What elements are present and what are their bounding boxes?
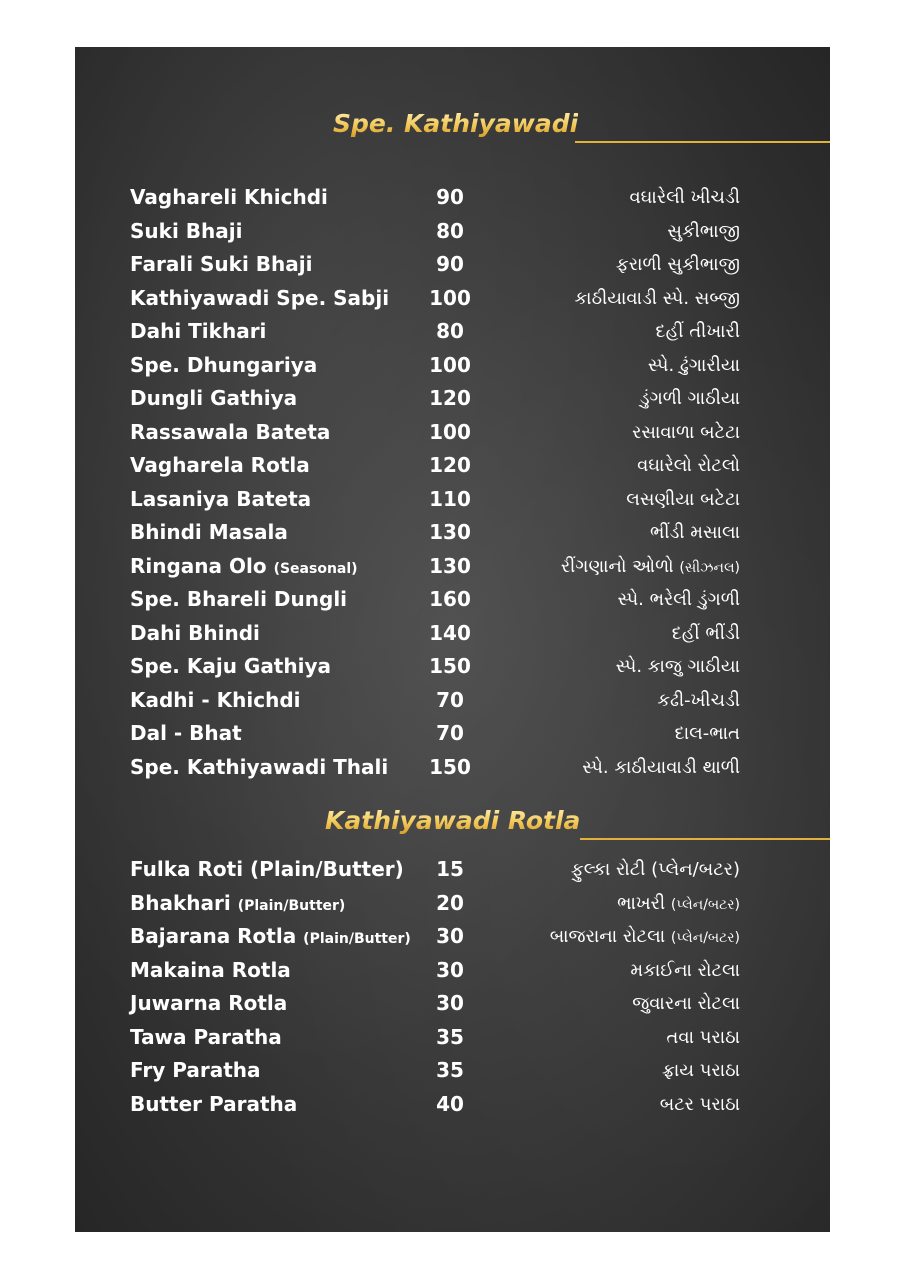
menu-item (130, 248, 740, 282)
item-name: Dahi Tikhari (130, 319, 267, 343)
item-name-wrap (130, 416, 330, 449)
item-name-gujarati: સ્પે. કાજુ ગાઠીયા (615, 656, 740, 677)
section-title-rule (580, 838, 830, 840)
item-name-gujarati-wrap (656, 315, 740, 348)
menu-item (130, 920, 740, 954)
item-name-gujarati-wrap (657, 684, 740, 717)
item-price: 100 (429, 285, 471, 310)
item-name-wrap (130, 215, 242, 248)
item-name-gujarati: સ્પે. ભરેલી ડુંગળી (617, 589, 740, 610)
item-name: Bajarana Rotla (130, 924, 297, 948)
menu-item (130, 349, 740, 383)
item-price: 70 (436, 687, 464, 712)
item-name-gujarati: રસાવાળા બટેટા (632, 421, 740, 443)
item-price: 140 (429, 620, 471, 645)
item-price: 80 (436, 218, 464, 243)
item-name-gujarati-wrap (626, 483, 740, 516)
item-name-gujarati-wrap (662, 1054, 740, 1087)
item-price: 100 (429, 352, 471, 377)
item-name-gujarati-wrap (648, 349, 740, 382)
item-note: (Seasonal) (273, 560, 358, 577)
item-name: Vaghareli Khichdi (130, 185, 328, 209)
item-name-gujarati: ફુલ્કા રોટી (પ્લેન/બટર) (570, 859, 740, 880)
item-name-gujarati-wrap (632, 416, 740, 449)
item-name-gujarati-wrap (617, 887, 740, 922)
item-name: Spe. Kathiyawadi Thali (130, 754, 389, 779)
item-name: Fulka Roti (Plain/Butter) (130, 857, 404, 881)
item-name: Dungli Gathiya (130, 386, 298, 410)
item-name-wrap (130, 1021, 282, 1054)
item-name-wrap (130, 248, 312, 281)
item-name-wrap (130, 853, 404, 886)
item-note-gujarati: (સીઝનલ) (679, 559, 740, 576)
item-price: 100 (429, 419, 471, 444)
item-name: Ringana Olo (130, 553, 267, 578)
item-price: 110 (429, 486, 471, 511)
menu-item (130, 449, 740, 483)
item-name-gujarati: સુકીભાજી (667, 220, 740, 242)
item-price: 35 (436, 1058, 464, 1082)
item-price: 120 (429, 453, 471, 477)
item-name-wrap (130, 617, 260, 650)
menu-item (130, 717, 740, 751)
item-name-gujarati: વઘારેલી ખીચડી (629, 187, 740, 208)
menu-item (130, 617, 740, 651)
item-name: Fry Paratha (130, 1058, 261, 1082)
item-price: 120 (429, 386, 471, 410)
menu-item (130, 282, 740, 316)
item-name-wrap (130, 181, 328, 214)
item-name-gujarati: મકાઈના રોટલા (630, 959, 740, 981)
item-name-gujarati: દાલ-ભાત (674, 723, 740, 744)
menu-item (130, 315, 740, 349)
item-name-wrap (130, 282, 389, 315)
menu-item (130, 887, 740, 921)
item-price: 30 (436, 991, 464, 1015)
item-name-gujarati-wrap (618, 583, 740, 616)
item-name-gujarati: કઢી-ખીચડી (657, 689, 740, 711)
item-name: Dal - Bhat (130, 721, 242, 745)
item-price: 150 (429, 754, 471, 779)
item-price: 160 (429, 587, 471, 611)
item-name-gujarati-wrap (667, 215, 740, 248)
item-name: Suki Bhaji (130, 218, 243, 243)
item-name-gujarati: લસણીયા બટેટા (626, 488, 740, 510)
item-name-gujarati-wrap (632, 987, 740, 1020)
item-name-wrap (130, 516, 288, 549)
item-name: Makaina Rotla (130, 957, 291, 982)
item-name-gujarati-wrap (561, 550, 740, 585)
menu-item (130, 181, 740, 215)
item-name: Rassawala Bateta (130, 419, 331, 444)
item-name-gujarati-wrap (630, 954, 740, 987)
item-name-gujarati: જુવારના રોટલા (632, 993, 740, 1014)
item-name: Farali Suki Bhaji (130, 252, 313, 276)
item-name-gujarati: કાઠીયાવાડી સ્પે. સબ્જી (574, 287, 740, 309)
menu-item (130, 550, 740, 584)
item-price: 40 (436, 1091, 464, 1116)
item-price: 35 (436, 1024, 464, 1049)
item-name-wrap (130, 349, 317, 382)
item-name-gujarati-wrap (571, 853, 740, 886)
menu-item (130, 650, 740, 684)
item-name-wrap (130, 583, 347, 616)
item-name: Juwarna Rotla (130, 991, 288, 1015)
section-title-kathiyawadi-rotla: Kathiyawadi Rotla (325, 806, 581, 835)
menu-item (130, 684, 740, 718)
item-name-gujarati: દહીં તીખારી (655, 321, 740, 342)
item-name-wrap (130, 954, 291, 987)
item-name: Spe. Kaju Gathiya (130, 654, 331, 678)
item-name-wrap (130, 550, 358, 586)
item-price: 150 (429, 654, 471, 678)
item-name-gujarati-wrap (666, 1021, 740, 1054)
item-name: Butter Paratha (130, 1091, 298, 1116)
item-price: 30 (436, 924, 464, 948)
item-price: 90 (436, 185, 464, 209)
item-name-gujarati: રીંગણાનો ઓળો (560, 555, 674, 577)
item-name-gujarati-wrap (574, 282, 740, 315)
item-name-wrap (130, 1088, 297, 1121)
item-price: 90 (436, 252, 464, 276)
item-name-gujarati: બટર પરાઠા (659, 1093, 740, 1115)
item-name-gujarati: દહીં ભીંડી (671, 622, 740, 644)
item-name-gujarati-wrap (550, 920, 740, 955)
menu-item (130, 215, 740, 249)
menu-item (130, 483, 740, 517)
item-price: 80 (436, 319, 464, 343)
section-title-spe-kathiyawadi: Spe. Kathiyawadi (333, 109, 579, 138)
item-name-wrap (130, 1054, 261, 1087)
item-name-gujarati-wrap (640, 382, 740, 415)
item-name: Bhindi Masala (130, 520, 288, 544)
menu-item (130, 416, 740, 450)
menu-item (130, 987, 740, 1021)
item-name: Kathiyawadi Spe. Sabji (130, 285, 390, 310)
item-name-wrap (130, 920, 411, 956)
item-name: Vagharela Rotla (130, 453, 310, 477)
menu-item (130, 1021, 740, 1055)
item-name: Spe. Dhungariya (130, 352, 318, 377)
menu-board (75, 47, 830, 1232)
item-name-wrap (130, 483, 311, 516)
menu-list-spe-kathiyawadi (130, 181, 740, 784)
item-price: 20 (436, 890, 464, 915)
menu-item (130, 1088, 740, 1122)
item-note-gujarati: (પ્લેન/બટર) (670, 896, 740, 913)
item-name-wrap (130, 315, 266, 348)
item-name-gujarati-wrap (616, 650, 740, 683)
item-name-gujarati: બાજરાના રોટલા (549, 926, 666, 947)
item-name-gujarati: ડુંગળી ગાઠીયા (639, 388, 740, 409)
menu-item (130, 382, 740, 416)
menu-item (130, 853, 740, 887)
item-name-wrap (130, 449, 310, 482)
item-name-gujarati-wrap (629, 181, 740, 214)
item-name-gujarati: ભાખરી (617, 892, 666, 914)
menu-list-kathiyawadi-rotla (130, 853, 740, 1121)
item-name: Spe. Bhareli Dungli (130, 587, 348, 611)
item-name: Kadhi - Khichdi (130, 687, 301, 712)
item-name-wrap (130, 717, 242, 750)
item-name-wrap (130, 987, 287, 1020)
item-note: (Plain/Butter) (237, 897, 346, 914)
item-name-gujarati: ફરાળી સુકીભાજી (615, 254, 740, 275)
section-title-rule (575, 141, 830, 143)
item-price: 30 (436, 957, 464, 982)
menu-item (130, 516, 740, 550)
item-name-gujarati: તવા પરાઠા (666, 1026, 740, 1048)
menu-item (130, 583, 740, 617)
item-name-gujarati-wrap (650, 516, 740, 549)
item-name-gujarati: વઘારેલો રોટલો (637, 455, 740, 476)
item-note: (Plain/Butter) (303, 931, 411, 947)
item-name-gujarati-wrap (616, 248, 740, 281)
item-name: Dahi Bhindi (130, 620, 260, 645)
menu-item (130, 954, 740, 988)
item-name-gujarati: સ્પે. ઢુંગારીયા (647, 354, 740, 376)
item-name-gujarati: ફ્રાય પરાઠા (661, 1060, 740, 1081)
item-price: 130 (429, 553, 471, 578)
item-name-wrap (130, 751, 388, 784)
item-note-gujarati: (પ્લેન/બટર) (670, 930, 740, 946)
menu-item (130, 1054, 740, 1088)
item-name-wrap (130, 887, 345, 923)
item-name-wrap (130, 382, 297, 415)
item-name-wrap (130, 684, 301, 717)
menu-item (130, 751, 740, 785)
item-name-gujarati: સ્પે. કાઠીયાવાડી થાળી (582, 756, 740, 778)
item-price: 130 (429, 520, 471, 544)
item-name: Tawa Paratha (130, 1024, 282, 1049)
item-name-gujarati-wrap (582, 751, 740, 784)
item-price: 70 (436, 721, 464, 745)
item-name-gujarati-wrap (672, 617, 740, 650)
item-name-gujarati: ભીંડી મસાલા (649, 522, 740, 543)
item-name-wrap (130, 650, 331, 683)
item-name: Lasaniya Bateta (130, 486, 312, 511)
item-name-gujarati-wrap (660, 1088, 740, 1121)
item-name-gujarati-wrap (675, 717, 740, 750)
item-price: 15 (436, 857, 464, 881)
item-name-gujarati-wrap (637, 449, 740, 482)
item-name: Bhakhari (130, 890, 231, 915)
